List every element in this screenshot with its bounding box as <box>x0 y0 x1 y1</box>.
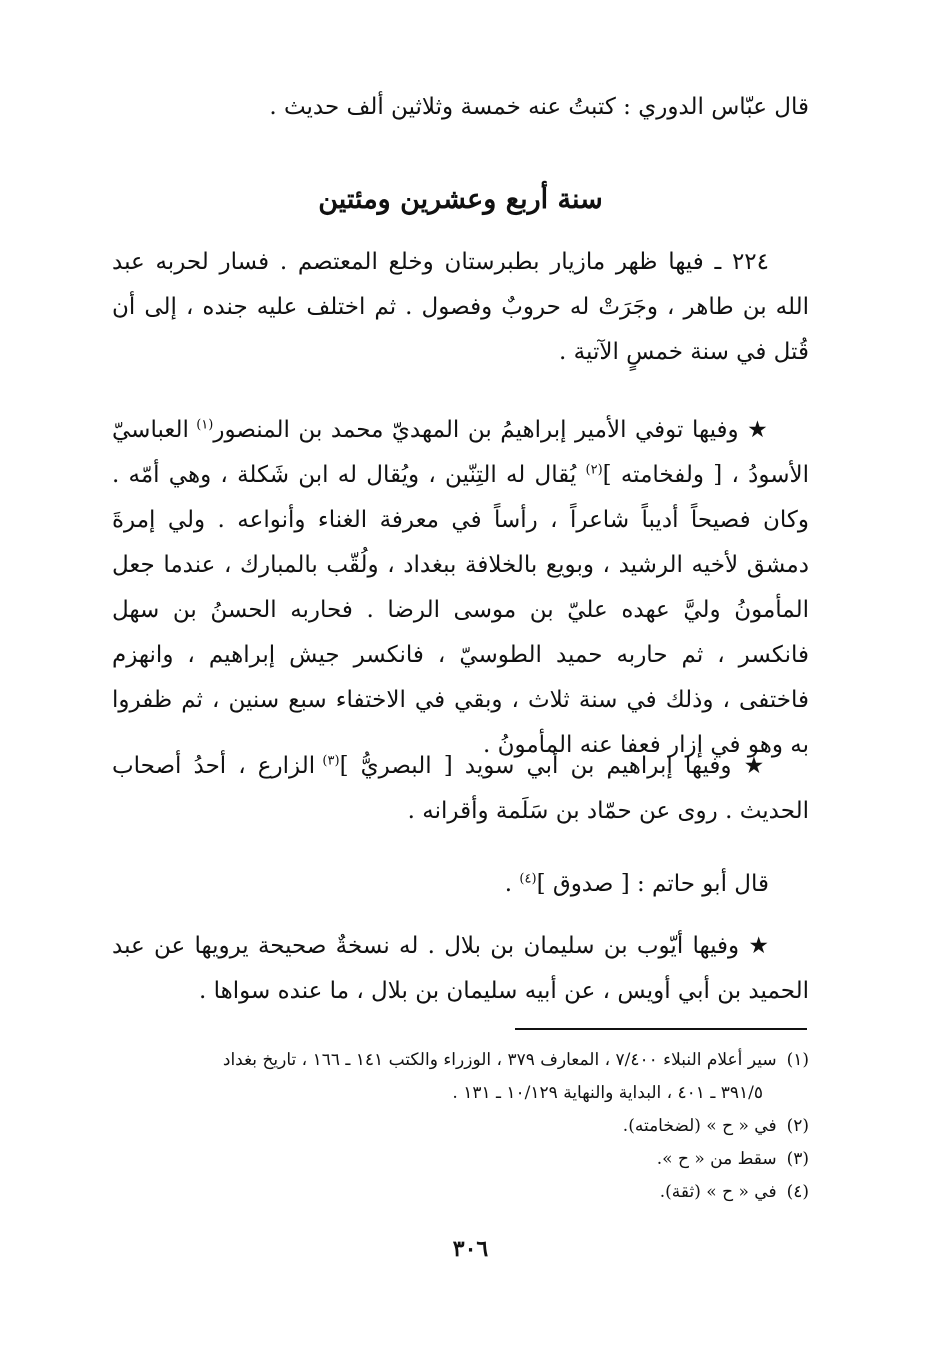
footnote-ref-3: (٣) <box>322 753 340 769</box>
footnote-text: في « ح » (لضخامته). <box>622 1116 777 1136</box>
paragraph-224: ٢٢٤ ـ فيها ظهر مازيار بطبرستان وخلع المعتصم . فسار لحربه عبد الله بن طاهر ، وجَرَتْ له حروبٌ وفصول . ثم اختلف عليه جنده ، إلى أن قُتل في سنة خمسٍ الآتية . <box>112 249 809 365</box>
text-run: العباسيّ الأسودُ ، [ ولفخامته ] <box>112 417 809 488</box>
footnote-number: (٣) <box>786 1149 809 1169</box>
text-run: ★ وفيها إبراهيم بن أبي سويد [ البصريُّ ] <box>339 753 769 779</box>
footnote-number: (١) <box>786 1050 809 1070</box>
section-heading: سنة أربع وعشرين ومئتين <box>318 184 603 215</box>
footnote-ref-1: (١) <box>196 417 214 433</box>
text-run: الزارع ، أحدُ أصحاب الحديث . روى عن حمّاد بن سَلَمة وأقرانه . <box>112 753 809 824</box>
text-run: . <box>504 871 520 897</box>
footnote-text: سير أعلام النبلاء ٧/٤٠٠ ، المعارف ٣٧٩ ، الوزراء والكتب ١٤١ ـ ١٦٦ ، تاريخ بغداد <box>222 1050 777 1070</box>
footnote-4 <box>112 1176 809 1209</box>
footnote-number: (٢) <box>786 1116 809 1136</box>
paragraph-ibrahim-bin-suwaid <box>112 744 809 834</box>
footnote-number: (٤) <box>786 1182 809 1202</box>
paragraph-ayyub-bin-sulaiman: ★ وفيها أيّوب بن سليمان بن بلال . له نسخةٌ صحيحة يرويها عن عبد الحميد بن أبي أويس ، عن أبيه سليمان بن بلال ، ما عنده سواها . <box>112 933 809 1004</box>
paragraph-ibrahim-al-mahdi <box>112 408 809 768</box>
text-run: ★ وفيها توفي الأمير إبراهيمُ بن المهديّ محمد بن المنصور <box>213 417 769 443</box>
footnote-ref-4: (٤) <box>519 871 537 887</box>
footnote-2 <box>112 1110 809 1143</box>
text-run: قال أبو حاتم : [ صدوق ] <box>536 871 769 897</box>
footnote-text: سقط من « ح ». <box>656 1149 777 1169</box>
footnote-continuation: ٣٩١/٥ ـ ٤٠١ ، البداية والنهاية ١٠/١٢٩ ـ ١٣١ . <box>452 1083 763 1103</box>
footnote-1 <box>112 1044 809 1110</box>
footnotes <box>112 1044 809 1209</box>
footnote-divider <box>515 1028 807 1030</box>
intro-line: قال عبّاس الدوري : كتبتُ عنه خمسة وثلاثين ألف حديث . <box>269 94 809 120</box>
paragraph-abu-hatim <box>112 862 809 907</box>
footnote-3 <box>112 1143 809 1176</box>
text-run: يُقال له التِنّين ، ويُقال له ابن شَكلة ، وهي أمّه . وكان فصيحاً أديباً شاعراً ، رأساً في معرفة الغناء وأنواعه . ولي إمرةَ دمشق لأخيه الرشيد ، وبويع بالخلافة ببغداد ، ولُقّب بالمبارك ، عندما جعل المأمونُ وليَّ عهده عليّ بن موسى الرضا . فحاربه الحسنُ بن سهل فانكسر ، ثم حاربه حميد الطوسيّ ، فانكسر جيش إبراهيم ، وانهزم فاختفى ، وذلك في سنة ثلاث ، وبقي في الاختفاء سبع سنين ، ثم ظفروا به وهو في إزار فعفا عنه المأمونُ . <box>112 462 809 758</box>
footnote-ref-2: (٢) <box>585 462 603 478</box>
page-number: ٣٠٦ <box>452 1236 489 1262</box>
footnote-text: في « ح » (ثقة). <box>659 1182 777 1202</box>
